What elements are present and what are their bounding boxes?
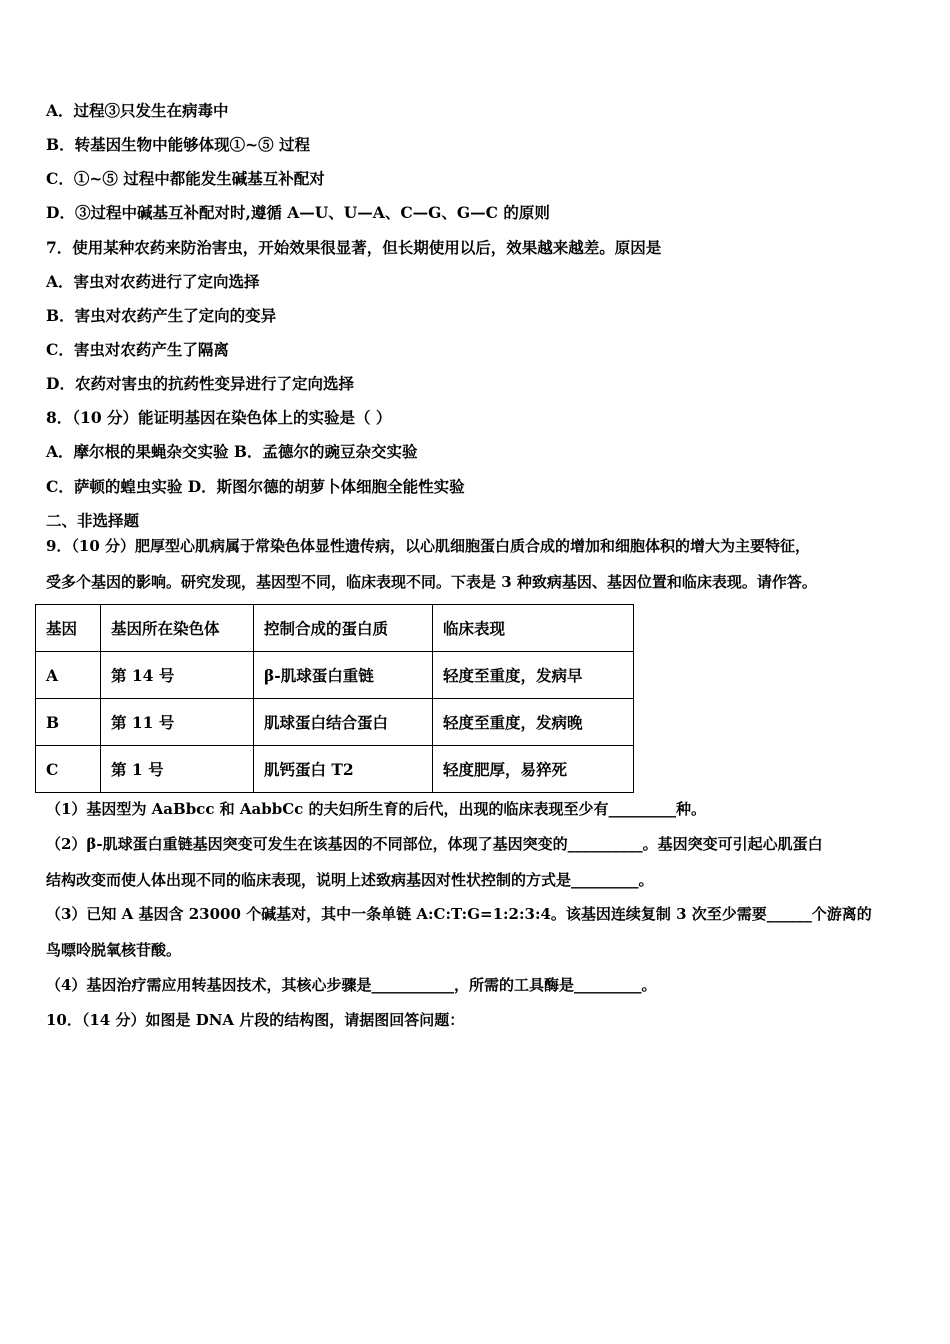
table-cell: 轻度肥厚，易猝死 — [433, 746, 634, 793]
q6-option-b: B．转基因生物中能够体现①~⑤ 过程 — [46, 135, 310, 154]
table-cell: 轻度至重度，发病晚 — [433, 699, 634, 746]
q9-sub3-line1: （3）已知 A 基因含 23000 个碱基对，其中一条单链 A:C:T:G=1:2:3:4。该基因连续复制 3 次至少需要______个游离的 — [46, 905, 872, 923]
table-row — [36, 746, 634, 793]
table-row — [36, 699, 634, 746]
q9-sub1: （1）基因型为 AaBbcc 和 AabbCc 的夫妇所生育的后代，出现的临床表现至少有_________种。 — [46, 800, 707, 818]
q9-stem-line1: 9．（10 分）肥厚型心肌病属于常染色体显性遗传病，以心肌细胞蛋白质合成的增加和细胞体积的增大为主要特征， — [46, 537, 811, 555]
q9-sub3-line2: 鸟嘌呤脱氧核苷酸。 — [46, 941, 182, 959]
table-cell: β-肌球蛋白重链 — [254, 652, 433, 699]
q8-stem: 8．（10 分）能证明基因在染色体上的实验是（ ） — [46, 408, 392, 427]
table-cell: B — [36, 699, 101, 746]
table-cell: C — [36, 746, 101, 793]
table-cell: 第 11 号 — [101, 699, 254, 746]
q6-option-a: A．过程③只发生在病毒中 — [46, 101, 229, 120]
q8-option-cd: C．萨顿的蝗虫实验 D．斯图尔德的胡萝卜体细胞全能性实验 — [46, 477, 465, 496]
table-header-row — [36, 605, 634, 652]
q7-option-a: A．害虫对农药进行了定向选择 — [46, 272, 260, 291]
q9-stem-line2: 受多个基因的影响。研究发现，基因型不同，临床表现不同。下表是 3 种致病基因、基因位置和临床表现。请作答。 — [46, 573, 817, 591]
table-cell: 第 1 号 — [101, 746, 254, 793]
table-cell: 肌钙蛋白 T2 — [254, 746, 433, 793]
q7-option-b: B．害虫对农药产生了定向的变异 — [46, 306, 277, 325]
q8-option-ab: A．摩尔根的果蝇杂交实验 B．孟德尔的豌豆杂交实验 — [46, 442, 418, 461]
table-cell: 肌球蛋白结合蛋白 — [254, 699, 433, 746]
table-row — [36, 652, 634, 699]
q7-stem: 7．使用某种农药来防治害虫，开始效果很显著，但长期使用以后，效果越来越差。原因是 — [46, 238, 662, 257]
table-header-cell: 基因 — [36, 605, 101, 652]
table-header-cell: 临床表现 — [433, 605, 634, 652]
table-header-cell: 控制合成的蛋白质 — [254, 605, 433, 652]
gene-table — [35, 604, 634, 793]
table-cell: 第 14 号 — [101, 652, 254, 699]
q6-option-c: C．①~⑤ 过程中都能发生碱基互补配对 — [46, 169, 325, 188]
q10-stem: 10．（14 分）如图是 DNA 片段的结构图，请据图回答问题： — [46, 1011, 465, 1029]
q7-option-c: C．害虫对农药产生了隔离 — [46, 340, 229, 359]
q9-sub2-line2: 结构改变而使人体出现不同的临床表现，说明上述致病基因对性状控制的方式是_________。 — [46, 871, 654, 889]
q9-sub4: （4）基因治疗需应用转基因技术，其核心步骤是___________，所需的工具酶是_________。 — [46, 976, 657, 994]
table-header-cell: 基因所在染色体 — [101, 605, 254, 652]
q6-option-d: D．③过程中碱基互补配对时,遵循 A—U、U—A、C—G、G—C 的原则 — [46, 203, 550, 222]
table-cell: 轻度至重度，发病早 — [433, 652, 634, 699]
section-heading: 二、非选择题 — [46, 511, 140, 530]
q9-sub2-line1: （2）β-肌球蛋白重链基因突变可发生在该基因的不同部位，体现了基因突变的__________。基因突变可引起心肌蛋白 — [46, 835, 823, 853]
q7-option-d: D．农药对害虫的抗药性变异进行了定向选择 — [46, 374, 354, 393]
table-cell: A — [36, 652, 101, 699]
